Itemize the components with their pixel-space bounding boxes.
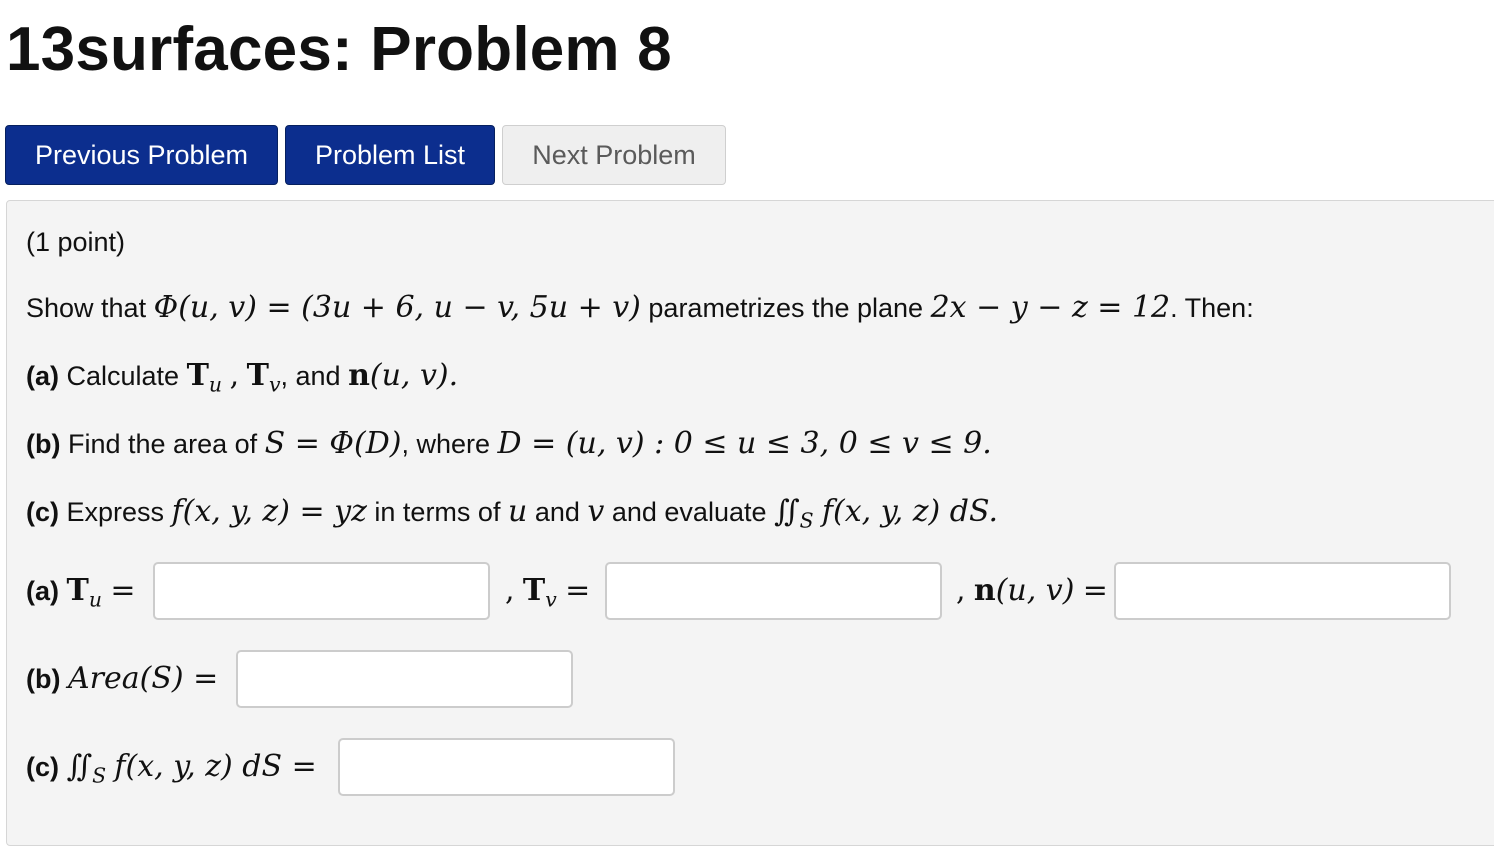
part-b-label: (b) — [26, 429, 61, 459]
comma-separator: , — [229, 358, 240, 393]
part-a-question — [26, 356, 458, 396]
area-expression: Area(S) = — [68, 661, 219, 696]
then-text: . Then: — [1170, 293, 1254, 323]
u-variable: u — [507, 494, 528, 529]
next-problem-button[interactable]: Next Problem — [502, 125, 726, 185]
tv-symbol: $T_v$ — [246, 358, 281, 397]
answer-b-row-label — [26, 659, 218, 699]
tv-answer-input[interactable] — [605, 562, 942, 620]
part-b-question — [26, 424, 992, 464]
part-c-label: (c) — [26, 497, 59, 527]
integral-answer-input[interactable] — [338, 738, 675, 796]
problem-panel — [6, 200, 1494, 846]
part-c-question — [26, 492, 998, 532]
answer-b-label: (b) — [26, 664, 61, 694]
parametrizes-text: parametrizes the plane — [648, 293, 924, 323]
evaluate-text: and evaluate — [611, 497, 767, 527]
f-equation: f(x, y, z) = yz — [171, 494, 367, 529]
v-variable: v — [587, 494, 605, 529]
surface-integral-expression: $∬_S$ f(x, y, z) dS. — [774, 494, 998, 533]
answer-c-row-label — [26, 747, 317, 787]
calculate-text: Calculate — [66, 361, 180, 391]
normal-symbol: n(u, v). — [348, 358, 459, 393]
s-equation: S = Φ(D) — [264, 426, 402, 461]
plane-equation: 2x − y − z = 12 — [930, 290, 1171, 325]
express-text: Express — [66, 497, 165, 527]
points-text: (1 point) — [26, 227, 126, 257]
tu-answer-symbol: $T_u$ = — [66, 573, 136, 612]
integral-answer-expression: $∬_S$ f(x, y, z) dS = — [66, 749, 317, 788]
in-terms-text: in terms of — [374, 497, 501, 527]
area-answer-input[interactable] — [236, 650, 573, 708]
d-equation: D = (u, v) : 0 ≤ u ≤ 3, 0 ≤ v ≤ 9. — [497, 426, 992, 461]
show-that-text: Show that — [26, 293, 147, 323]
and-text: , and — [280, 361, 341, 391]
page-title: 13surfaces: Problem 8 — [6, 15, 672, 84]
normal-answer-label: , n(u, v) = — [956, 573, 1108, 608]
find-area-text: Find the area of — [68, 429, 258, 459]
normal-answer-input[interactable] — [1114, 562, 1451, 620]
answer-a-row-label — [26, 571, 135, 611]
problem-list-button[interactable]: Problem List — [285, 125, 495, 185]
double-integral-icon: ∬ — [774, 494, 800, 529]
tu-symbol: $T_u$ — [186, 358, 223, 397]
tu-answer-input[interactable] — [153, 562, 490, 620]
problem-statement — [26, 288, 1254, 328]
answer-a-label: (a) — [26, 576, 59, 606]
where-text: , where — [401, 429, 491, 459]
phi-definition: Φ(u, v) = (3u + 6, u − v, 5u + v) — [153, 290, 641, 325]
answer-c-label: (c) — [26, 752, 59, 782]
previous-problem-button[interactable]: Previous Problem — [5, 125, 278, 185]
and-word: and — [534, 497, 580, 527]
part-a-label: (a) — [26, 361, 59, 391]
tv-answer-label: , $T_v$ = — [505, 573, 591, 612]
double-integral-icon: ∬ — [66, 749, 93, 784]
